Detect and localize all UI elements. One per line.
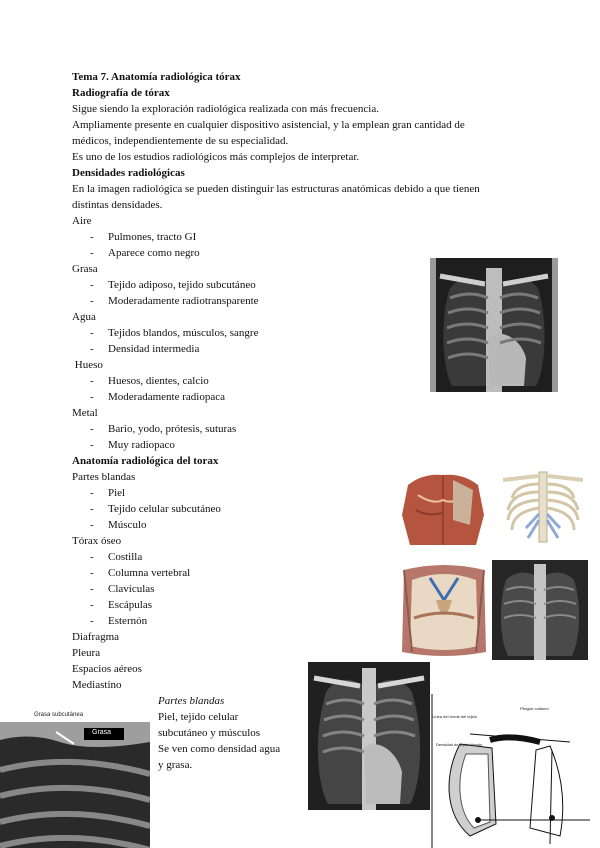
- paragraph: En la imagen radiológica se pueden distinguir las estructuras anatómicas debido a que tienen: [72, 183, 480, 195]
- label-metal: Metal: [72, 407, 98, 419]
- diagram-label-side: Densidad de tejido blando: [436, 742, 483, 747]
- paragraph: Sigue siendo la exploración radiológica realizada con más frecuencia.: [72, 103, 379, 115]
- heading-densidades: Densidades radiológicas: [72, 167, 185, 179]
- subheading-partes-blandas: Partes blandas: [158, 695, 225, 707]
- torso-muscles-image: [398, 465, 488, 545]
- paragraph: Piel, tejido celular: [158, 711, 239, 723]
- paragraph: distintas densidades.: [72, 199, 163, 211]
- label-aire: Aire: [72, 215, 92, 227]
- label-partes-blandas: Partes blandas: [72, 471, 136, 483]
- chest-xray-image: [430, 258, 558, 392]
- paragraph: subcutáneo y músculos: [158, 727, 261, 739]
- label-espacios: Espacios aéreos: [72, 663, 142, 675]
- label-torax-oseo: Tórax óseo: [72, 535, 122, 547]
- xray-label-left: Grasa subcutánea: [34, 712, 84, 718]
- paragraph: Se ven como densidad agua: [158, 743, 281, 755]
- heading-anatomia: Anatomía radiológica del torax: [72, 455, 219, 467]
- diagram-label-left: Línea del borde del tejido: [432, 714, 477, 719]
- xray-label-grasa: Grasa: [92, 729, 112, 736]
- label-mediastino: Mediastino: [72, 679, 122, 691]
- paragraph: médicos, independientemente de su especialidad.: [72, 135, 289, 147]
- heading-radiografia: Radiografía de tórax: [72, 87, 170, 99]
- doc-title: Tema 7. Anatomía radiológica tórax: [72, 71, 241, 83]
- label-agua: Agua: [72, 311, 96, 323]
- ribcage-image: [498, 458, 588, 550]
- label-pleura: Pleura: [72, 647, 101, 659]
- paragraph: Es uno de los estudios radiológicos más complejos de interpretar.: [72, 151, 360, 163]
- chest-xray-large-image: [308, 662, 430, 810]
- chest-xray-small-image: [492, 560, 588, 660]
- paragraph: Ampliamente presente en cualquier dispositivo asistencial, y la emplean gran cantidad de: [72, 119, 465, 131]
- label-diafragma: Diafragma: [72, 631, 120, 643]
- paragraph: y grasa.: [158, 759, 193, 771]
- thorax-dissection-image: [400, 560, 488, 660]
- label-hueso: Hueso: [72, 359, 103, 371]
- shoulder-xray-image: [0, 722, 150, 848]
- label-grasa: Grasa: [72, 263, 98, 275]
- diagram-label-top: Pliegue cutáneo: [520, 706, 549, 711]
